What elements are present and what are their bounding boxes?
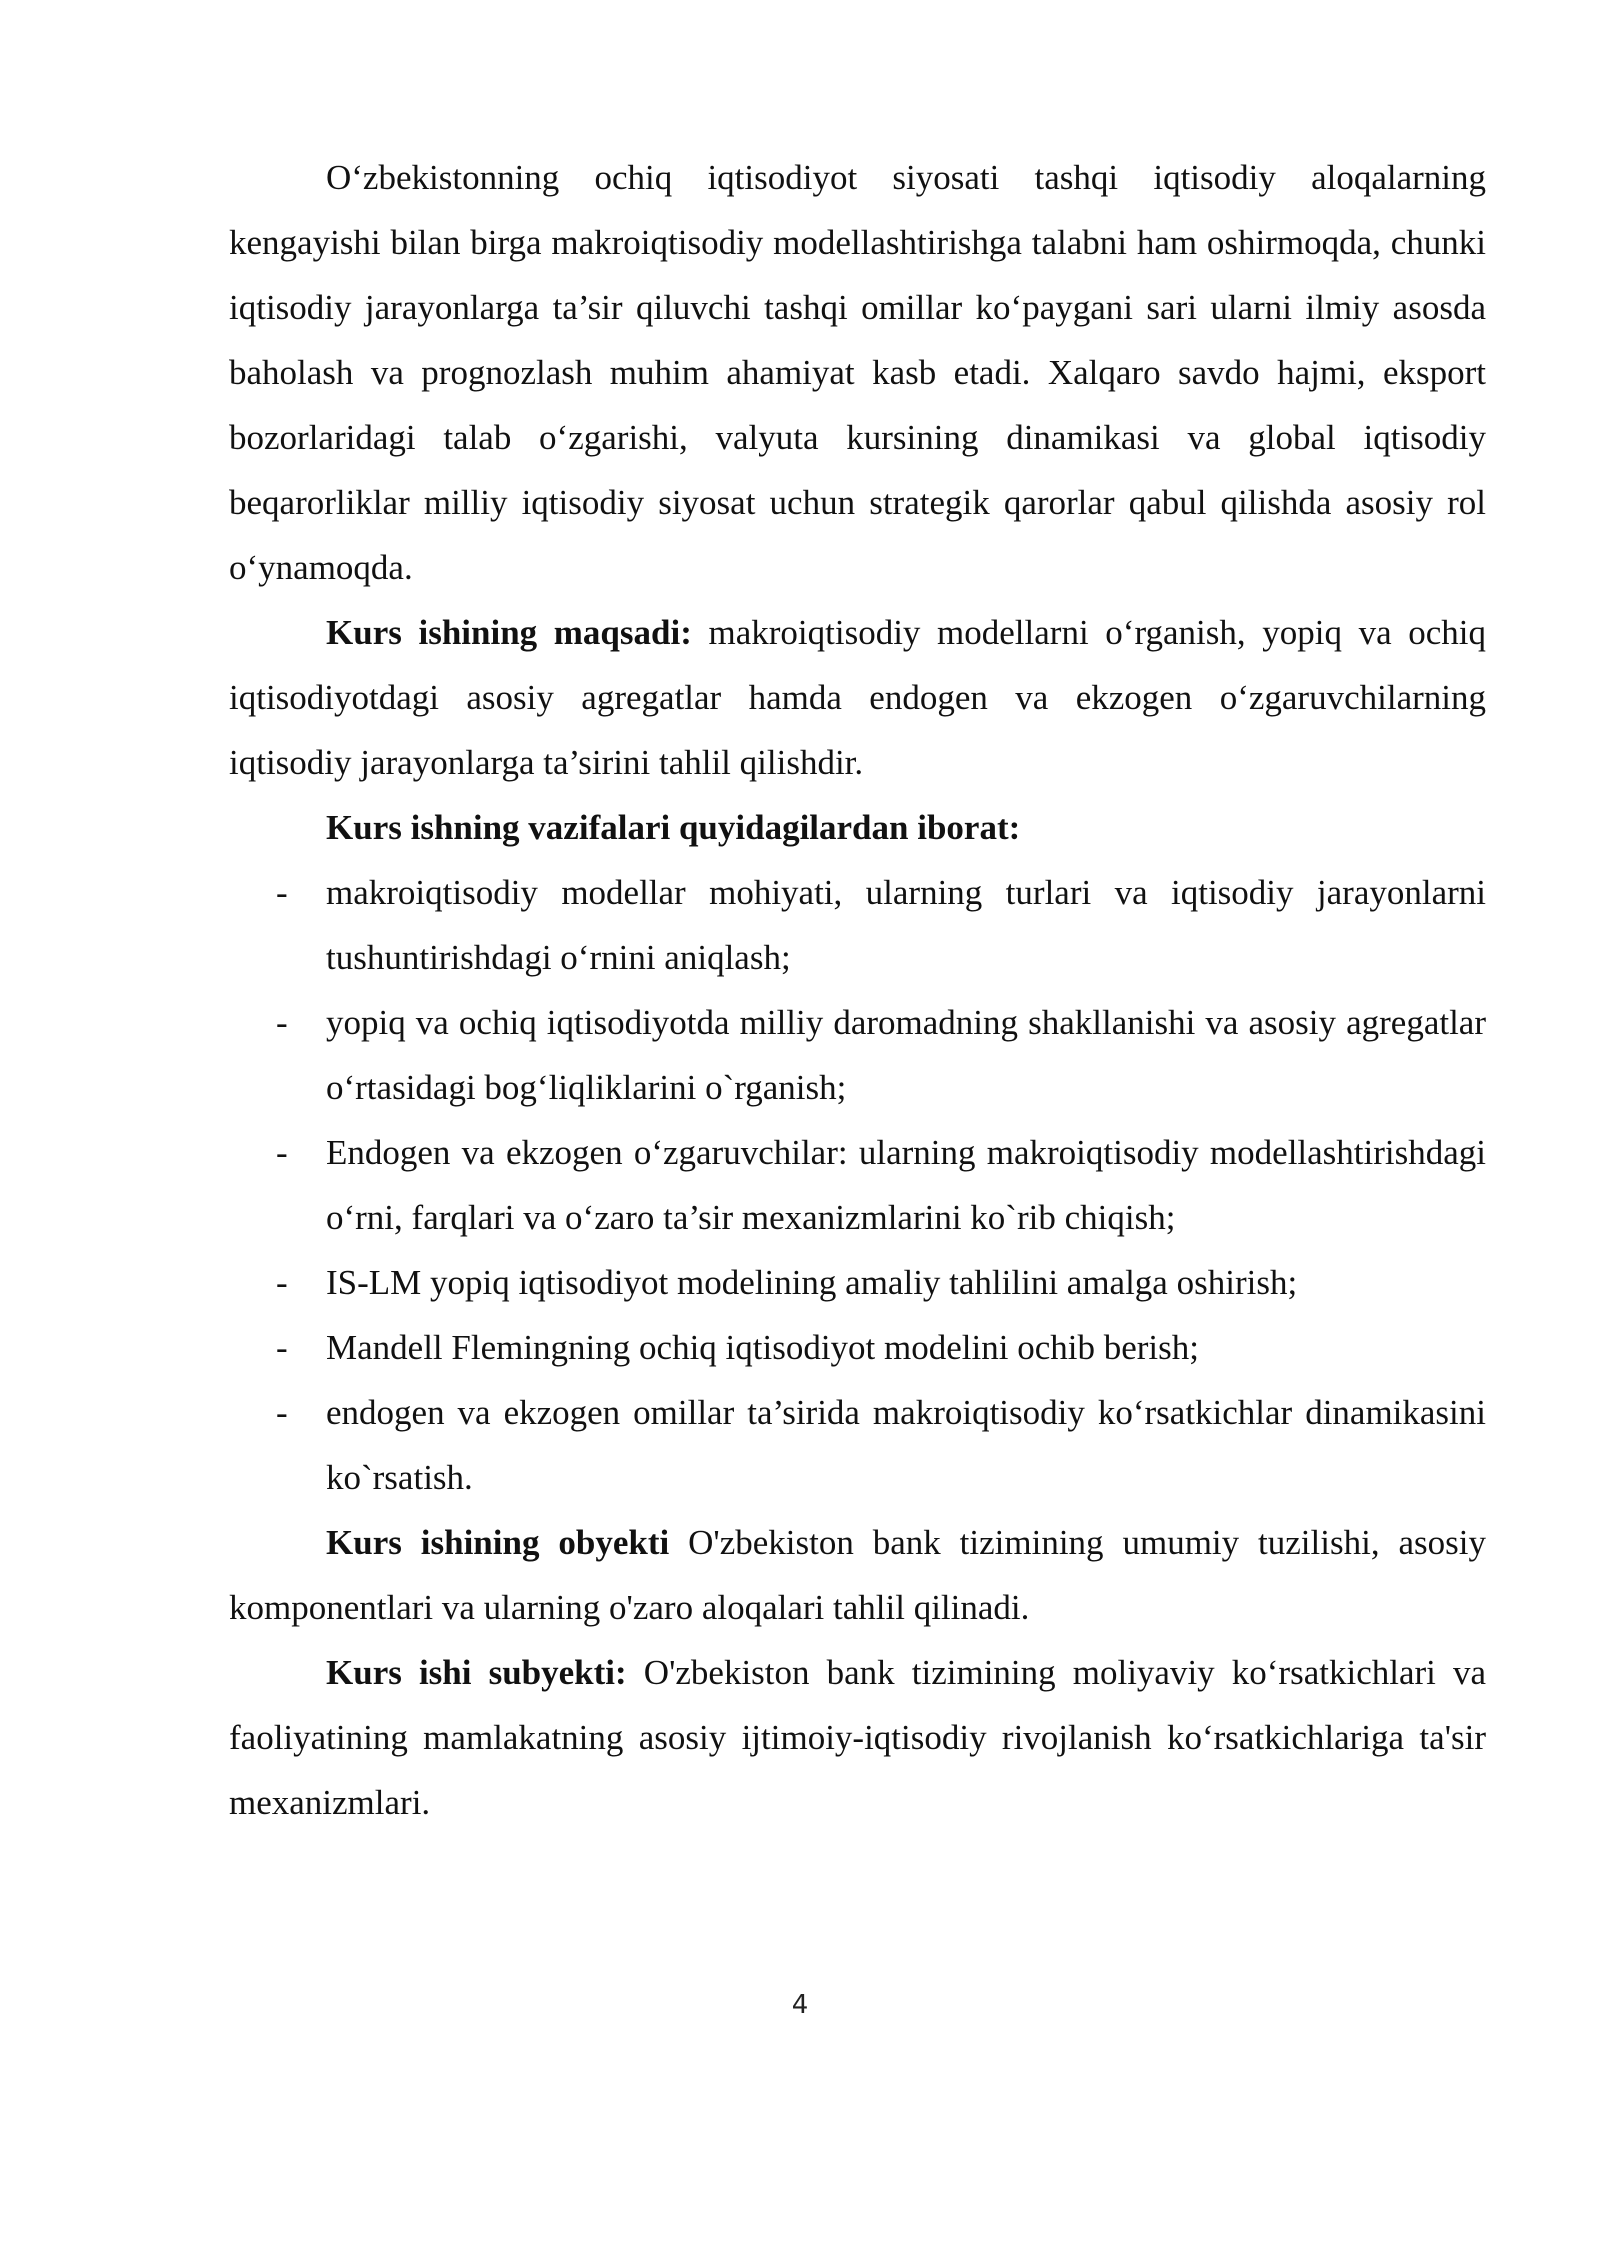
- dash-bullet: -: [276, 873, 288, 912]
- page-number: 4: [791, 1990, 809, 2020]
- tasks-heading: [229, 795, 1486, 860]
- dash-bullet: -: [276, 1263, 288, 1302]
- dash-bullet: -: [276, 1133, 288, 1172]
- list-item: [229, 1120, 1486, 1250]
- goal-text: makroiqtisodiy modellarni o‘rganish, yopiq va ochiq iqtisodiyotdagi asosiy agregatlar hamda endogen va ekzogen o‘zgaruvchilarning iqtisodiy jarayonlarga ta’sirini tahlil qilishdir.: [229, 613, 1486, 782]
- list-item: [229, 1315, 1486, 1380]
- list-item: [229, 1250, 1486, 1315]
- list-item-text: makroiqtisodiy modellar mohiyati, ularning turlari va iqtisodiy jarayonlarni tushuntirishdagi o‘rnini aniqlash;: [326, 873, 1486, 977]
- intro-paragraph: O‘zbekistonning ochiq iqtisodiyot siyosati tashqi iqtisodiy aloqalarning kengayishi bilan birga makroiqtisodiy modellashtirishga talabni ham oshirmoqda, chunki iqtisodiy jarayonlarga ta’sir qiluvchi tashqi omillar ko‘paygani sari ularni ilmiy asosda baholash va prognozlash muhim ahamiyat kasb etadi. Xalqaro savdo hajmi, eksport bozorlaridagi talab o‘zgarishi, valyuta kursining dinamikasi va global iqtisodiy beqarorliklar milliy iqtisodiy siyosat uchun strategik qarorlar qabul qilishda asosiy rol o‘ynamoqda.: [229, 158, 1486, 587]
- object-label: Kurs ishining obyekti: [326, 1523, 670, 1562]
- object-paragraph: [229, 1510, 1486, 1640]
- object-text: O'zbekiston bank tizimining umumiy tuzilishi, asosiy komponentlari va ularning o'zaro aloqalari tahlil qilinadi.: [229, 1523, 1486, 1627]
- tasks-label: Kurs ishning vazifalari quyidagilardan iborat:: [326, 808, 1021, 847]
- list-item-text: Mandell Flemingning ochiq iqtisodiyot modelini ochib berish;: [326, 1328, 1199, 1367]
- dash-bullet: -: [276, 1003, 288, 1042]
- list-item-text: yopiq va ochiq iqtisodiyotda milliy daromadning shakllanishi va asosiy agregatlar o‘rtasidagi bog‘liqliklarini o`rganish;: [326, 1003, 1486, 1107]
- list-item-text: Endogen va ekzogen o‘zgaruvchilar: ularning makroiqtisodiy modellashtirishdagi o‘rni, farqlari va o‘zaro ta’sir mexanizmlarini ko`rib chiqish;: [326, 1133, 1486, 1237]
- dash-bullet: -: [276, 1328, 288, 1367]
- list-item: [229, 1380, 1486, 1510]
- subject-text: O'zbekiston bank tizimining moliyaviy ko‘rsatkichlari va faoliyatining mamlakatning asosiy ijtimoiy-iqtisodiy rivojlanish ko‘rsatkichlariga ta'sir mexanizmlari.: [229, 1653, 1487, 1822]
- goal-paragraph: [229, 600, 1486, 795]
- subject-label: Kurs ishi subyekti:: [326, 1653, 627, 1692]
- list-item: [229, 860, 1486, 990]
- tasks-list: [229, 860, 1486, 1510]
- list-item: [229, 990, 1486, 1120]
- list-item-text: endogen va ekzogen omillar ta’sirida makroiqtisodiy ko‘rsatkichlar dinamikasini ko`rsatish.: [326, 1393, 1486, 1497]
- subject-paragraph: [229, 1640, 1486, 1835]
- goal-label: Kurs ishining maqsadi:: [326, 613, 692, 652]
- dash-bullet: -: [276, 1393, 288, 1432]
- list-item-text: IS-LM yopiq iqtisodiyot modelining amaliy tahlilini amalga oshirish;: [326, 1263, 1298, 1302]
- document-body: [229, 145, 1486, 1835]
